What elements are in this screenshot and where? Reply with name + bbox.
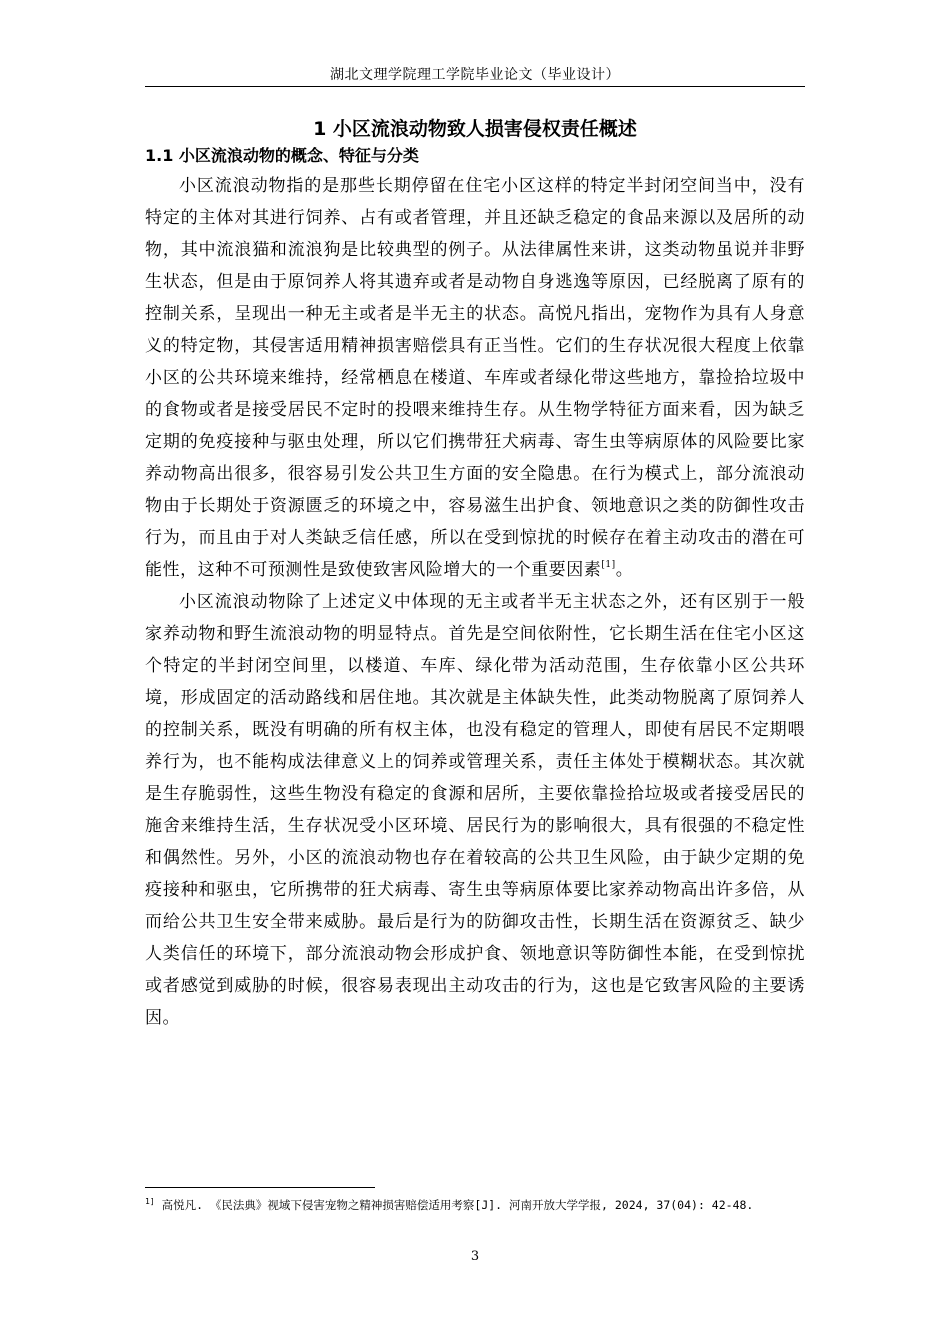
footnote	[145, 1197, 805, 1214]
footnote-rule	[145, 1187, 375, 1188]
section-title: 1.1 小区流浪动物的概念、特征与分类	[145, 146, 419, 165]
paragraph-1-tail: 。	[615, 560, 634, 580]
citation-ref-1[interactable]: [1]	[601, 560, 616, 570]
footnote-text: 高悦凡. 《民法典》视域下侵害宠物之精神损害赔偿适用考察[J]. 河南开放大学学报, 2024, 37(04): 42-48.	[154, 1198, 754, 1212]
paragraph-2: 小区流浪动物除了上述定义中体现的无主或者半无主状态之外，还有区别于一般家养动物和野生流浪动物的明显特点。首先是空间依附性，它长期生活在住宅小区这个特定的半封闭空间里，以楼道、车库、绿化带为活动范围，生存依靠小区公共环境，形成固定的活动路线和居住地。其次就是主体缺失性，此类动物脱离了原饲养人的控制关系，既没有明确的所有权主体，也没有稳定的管理人，即使有居民不定期喂养行为，也不能构成法律意义上的饲养或管理关系，责任主体处于模糊状态。其次就是生存脆弱性，这些生物没有稳定的食源和居所，主要依靠捡拾垃圾或者接受居民的施舍来维持生活，生存状况受小区环境、居民行为的影响很大，具有很强的不稳定性和偶然性。另外，小区的流浪动物也存在着较高的公共卫生风险，由于缺少定期的免疫接种和驱虫，它所携带的狂犬病毒、寄生虫等病原体要比家养动物高出许多倍，从而给公共卫生安全带来威胁。最后是行为的防御攻击性，长期生活在资源贫乏、缺少人类信任的环境下，部分流浪动物会形成护食、领地意识等防御性本能，在受到惊扰或者感觉到威胁的时候，很容易表现出主动攻击的行为，这也是它致害风险的主要诱因。	[145, 592, 805, 1028]
body-text	[145, 170, 805, 1034]
chapter-title: 1 小区流浪动物致人损害侵权责任概述	[313, 118, 637, 140]
page-number: 3	[470, 1249, 480, 1264]
header-rule	[145, 86, 805, 87]
page-header: 湖北文理学院理工学院毕业论文（毕业设计）	[330, 67, 620, 83]
footnote-marker: 1]	[145, 1197, 155, 1206]
paragraph-1	[145, 170, 805, 586]
paragraph-1-text: 小区流浪动物指的是那些长期停留在住宅小区这样的特定半封闭空间当中，没有特定的主体对其进行饲养、占有或者管理，并且还缺乏稳定的食品来源以及居所的动物，其中流浪猫和流浪狗是比较典型的例子。从法律属性来讲，这类动物虽说并非野生状态，但是由于原饲养人将其遗弃或者是动物自身逃逸等原因，已经脱离了原有的控制关系，呈现出一种无主或者是半无主的状态。高悦凡指出，宠物作为具有人身意义的特定物，其侵害适用精神损害赔偿具有正当性。它们的生存状况很大程度上依靠小区的公共环境来维持，经常栖息在楼道、车库或者绿化带这些地方，靠捡拾垃圾中的食物或者是接受居民不定时的投喂来维持生存。从生物学特征方面来看，因为缺乏定期的免疫接种与驱虫处理，所以它们携带狂犬病毒、寄生虫等病原体的风险要比家养动物高出很多，很容易引发公共卫生方面的安全隐患。在行为模式上，部分流浪动物由于长期处于资源匮乏的环境之中，容易滋生出护食、领地意识之类的防御性攻击行为，而且由于对人类缺乏信任感，所以在受到惊扰的时候存在着主动攻击的潜在可能性，这种不可预测性是致使致害风险增大的一个重要因素	[145, 176, 805, 580]
